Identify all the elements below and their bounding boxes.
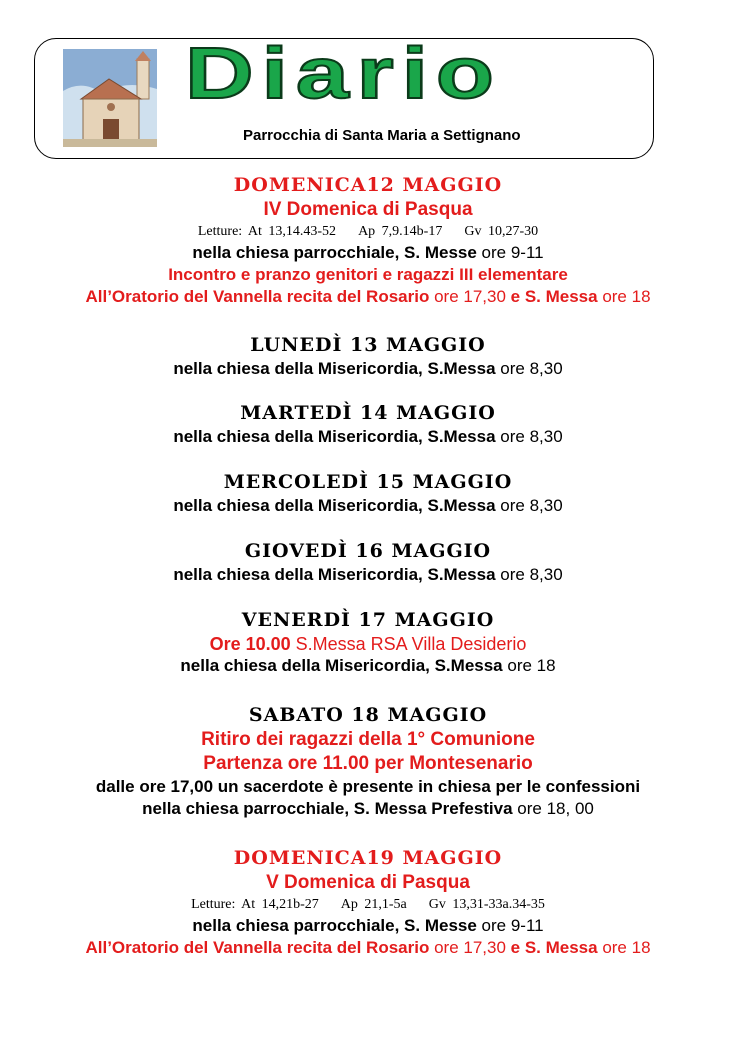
rosary-place: All’Oratorio del Vannella recita del Rosario	[85, 938, 430, 957]
mass-place: nella chiesa della Misericordia, S.Messa	[180, 656, 503, 675]
mass-line	[0, 915, 736, 937]
rosary-line	[0, 286, 736, 308]
rosary-time: ore 17,30	[429, 938, 511, 957]
mass-time: ore 8,30	[495, 359, 563, 378]
mass-place: nella chiesa della Misericordia, S.Messa	[173, 359, 496, 378]
mass-line	[0, 426, 736, 448]
reading-3: Gv 10,27-30	[464, 224, 539, 239]
reading-2: Ap 7,9.14b-17	[358, 224, 443, 239]
mass-line	[0, 564, 736, 586]
rosary-mass-time: ore 18	[597, 938, 651, 957]
mass-line	[0, 495, 736, 517]
mass-time: ore 8,30	[495, 427, 563, 446]
day-sunday-12	[0, 172, 736, 308]
day-heading: MARTEDÌ 14 MAGGIO	[240, 402, 496, 424]
readings	[0, 895, 736, 915]
day-heading: VENERDÌ 17 MAGGIO	[241, 609, 495, 631]
event-line: Incontro e pranzo genitori e ragazzi III elementare	[168, 265, 568, 284]
mass-time: ore 18	[502, 656, 556, 675]
reading-1: Letture: At 13,14.43-52	[197, 224, 337, 239]
day-heading: SABATO 18 MAGGIO	[248, 704, 488, 726]
day-heading: MERCOLEDÌ 15 MAGGIO	[223, 471, 513, 493]
retreat-line: Ritiro dei ragazzi della 1° Comunione	[201, 729, 535, 750]
reading-1: Letture: At 14,21b-27	[191, 897, 319, 912]
rsa-place: S.Messa RSA Villa Desiderio	[290, 634, 527, 654]
mass-place: nella chiesa della Misericordia, S.Messa	[173, 565, 496, 584]
mass-time: ore 18, 00	[512, 799, 594, 818]
mass-line	[0, 655, 736, 677]
feast-name: IV Domenica di Pasqua	[263, 199, 473, 220]
day-tuesday-14	[0, 400, 736, 448]
header-box	[34, 34, 654, 159]
mass-time: ore 8,30	[495, 496, 563, 515]
day-monday-13	[0, 332, 736, 380]
mass-place: nella chiesa della Misericordia, S.Messa	[173, 496, 496, 515]
mass-line	[0, 798, 736, 820]
day-thursday-16	[0, 538, 736, 586]
day-heading: DOMENICA19 MAGGIO	[233, 847, 503, 869]
day-friday-17	[0, 607, 736, 677]
reading-2: Ap 21,1-5a	[340, 897, 407, 912]
rosary-mass: e S. Messa	[510, 287, 598, 306]
rsa-line	[0, 633, 736, 655]
day-sunday-19	[0, 845, 736, 959]
rosary-mass-time: ore 18	[597, 287, 651, 306]
mass-place: nella chiesa parrocchiale, S. Messe	[192, 243, 477, 262]
rosary-place: All’Oratorio del Vannella recita del Rosario	[85, 287, 430, 306]
rsa-time: Ore 10.00	[209, 634, 291, 654]
mass-place: nella chiesa parrocchiale, S. Messe	[192, 916, 477, 935]
mass-line	[0, 242, 736, 264]
day-wednesday-15	[0, 469, 736, 517]
reading-3: Gv 13,31-33a.34-35	[428, 897, 545, 912]
rosary-time: ore 17,30	[429, 287, 511, 306]
page-title: Diario	[185, 34, 502, 114]
departure-line: Partenza ore 11.00 per Montesenario	[203, 753, 533, 774]
day-heading: DOMENICA12 MAGGIO	[233, 174, 503, 196]
mass-place: nella chiesa della Misericordia, S.Messa	[173, 427, 496, 446]
mass-time: ore 9-11	[476, 916, 544, 935]
church-drawing	[63, 49, 157, 147]
rosary-line	[0, 937, 736, 959]
mass-line	[0, 358, 736, 380]
mass-time: ore 9-11	[476, 243, 544, 262]
mass-place: nella chiesa parrocchiale, S. Messa Prefestiva	[142, 799, 513, 818]
mass-time: ore 8,30	[495, 565, 563, 584]
parish-name: Parrocchia di Santa Maria a Settignano	[243, 127, 521, 144]
feast-name: V Domenica di Pasqua	[266, 872, 470, 893]
day-saturday-18	[0, 702, 736, 820]
day-heading: GIOVEDÌ 16 MAGGIO	[244, 540, 492, 562]
confession-line: dalle ore 17,00 un sacerdote è presente in chiesa per le confessioni	[95, 777, 641, 796]
rosary-mass: e S. Messa	[510, 938, 598, 957]
day-heading: LUNEDÌ 13 MAGGIO	[250, 334, 486, 356]
readings	[0, 222, 736, 242]
